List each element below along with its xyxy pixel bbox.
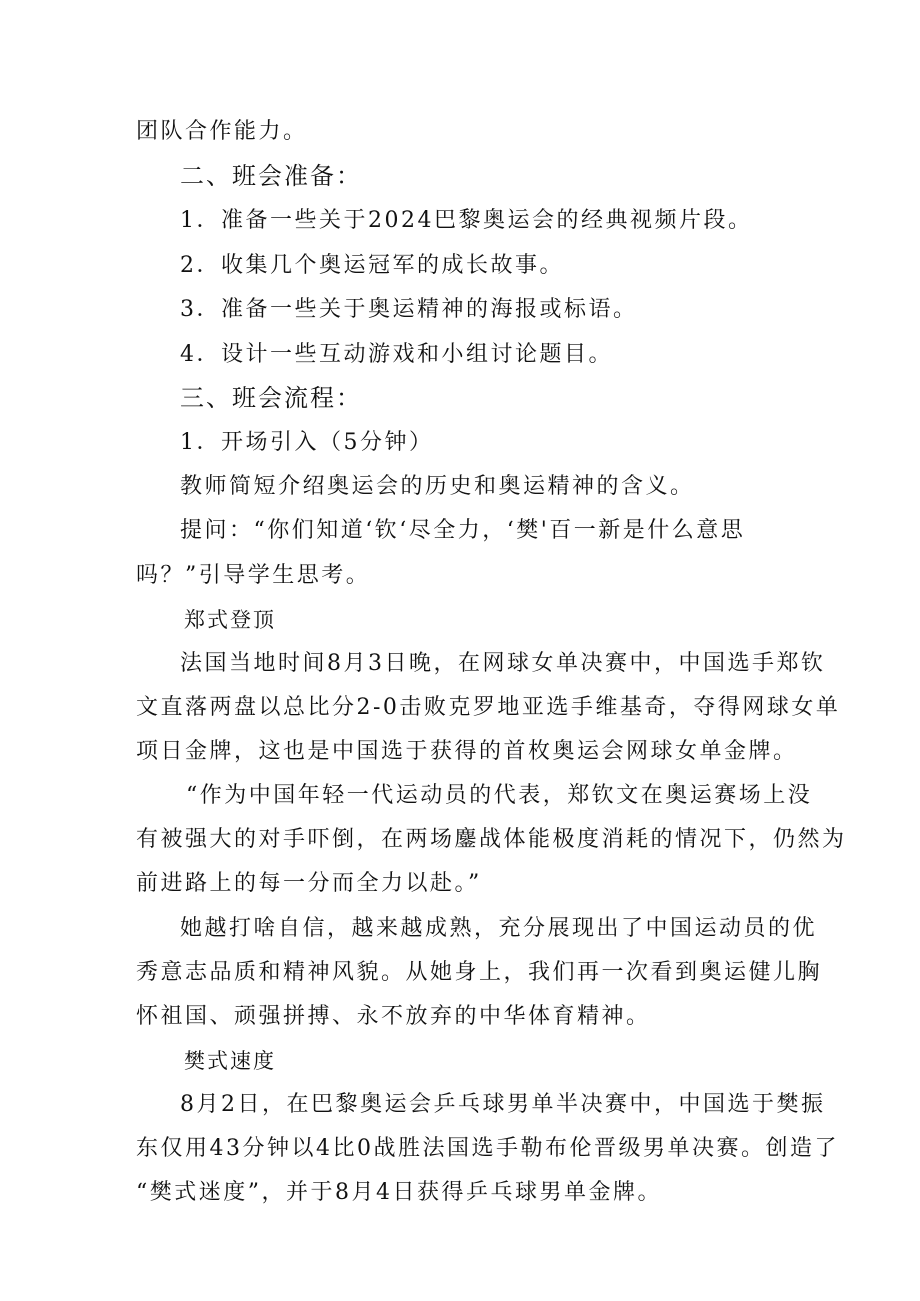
question-line-1: 提问：“你们知道‘钦‘尽全力，‘樊'百一新是什么意思 [180, 518, 746, 543]
intro-paragraph: 教师简短介绍奥运会的历史和奥运精神的含义。 [180, 474, 695, 499]
praise-line-2: 秀意志品质和精神风貌。从她身上，我们再一次看到奥运健儿胸 [136, 960, 823, 985]
praise-line-1: 她越打啥自信，越来越成熟，充分展现出了中国运动员的优 [180, 916, 818, 941]
praise-line-3: 怀祖国、顽强拼搏、永不放弃的中华体育精神。 [136, 1004, 651, 1029]
section-heading-preparation: 二、班会准备： [180, 162, 362, 190]
prep-item-2: 2．收集几个奥运冠军的成长故事。 [180, 253, 564, 278]
zheng-line-3: 项日金牌，这也是中国选于获得的首枚奥运会网球女单金牌。 [136, 739, 798, 764]
quote-line-1: “作为中国年轻一代运动员的代表，郑钦文在奥运赛场上没 [186, 783, 813, 808]
zheng-line-2: 文直落两盘以总比分2-0击败克罗地亚选手维基奇，夺得网球女单 [136, 695, 841, 720]
section-heading-process: 三、班会流程： [180, 384, 362, 412]
prep-item-1: 1．准备一些关于2024巴黎奥运会的经典视频片段。 [180, 208, 753, 233]
fan-line-3: “樊式迷度”，并于8月4日获得乒乓球男单金牌。 [136, 1180, 662, 1205]
prep-item-3: 3．准备一些关于奥运精神的海报或标语。 [180, 297, 638, 322]
fan-line-2: 东仅用43分钟以4比0战胜法国选手勒布伦晋级男单决赛。创造了 [136, 1136, 839, 1161]
prep-item-4: 4．设计一些互动游戏和小组讨论题目。 [180, 342, 613, 367]
zheng-line-1: 法国当地时间8月3日晚，在网球女单决赛中，中国选手郑钦 [180, 651, 826, 676]
subheading-zheng: 郑式登顶 [184, 608, 276, 632]
question-line-2: 吗？”引导学生思考。 [136, 563, 371, 588]
flow-item-1: 1．开场引入（5分钟） [180, 430, 434, 455]
paragraph-continuation: 团队合作能力。 [136, 119, 308, 144]
quote-line-3: 前进路上的每一分而全力以赴。” [136, 871, 482, 896]
subheading-fan: 樊式速度 [184, 1049, 276, 1073]
fan-line-1: 8月2日，在巴黎奥运会乒乓球男单半决赛中，中国选于樊振 [180, 1092, 826, 1117]
quote-line-2: 有被强大的对手吓倒，在两场鏖战体能极度消耗的情况下，仍然为 [136, 827, 847, 852]
